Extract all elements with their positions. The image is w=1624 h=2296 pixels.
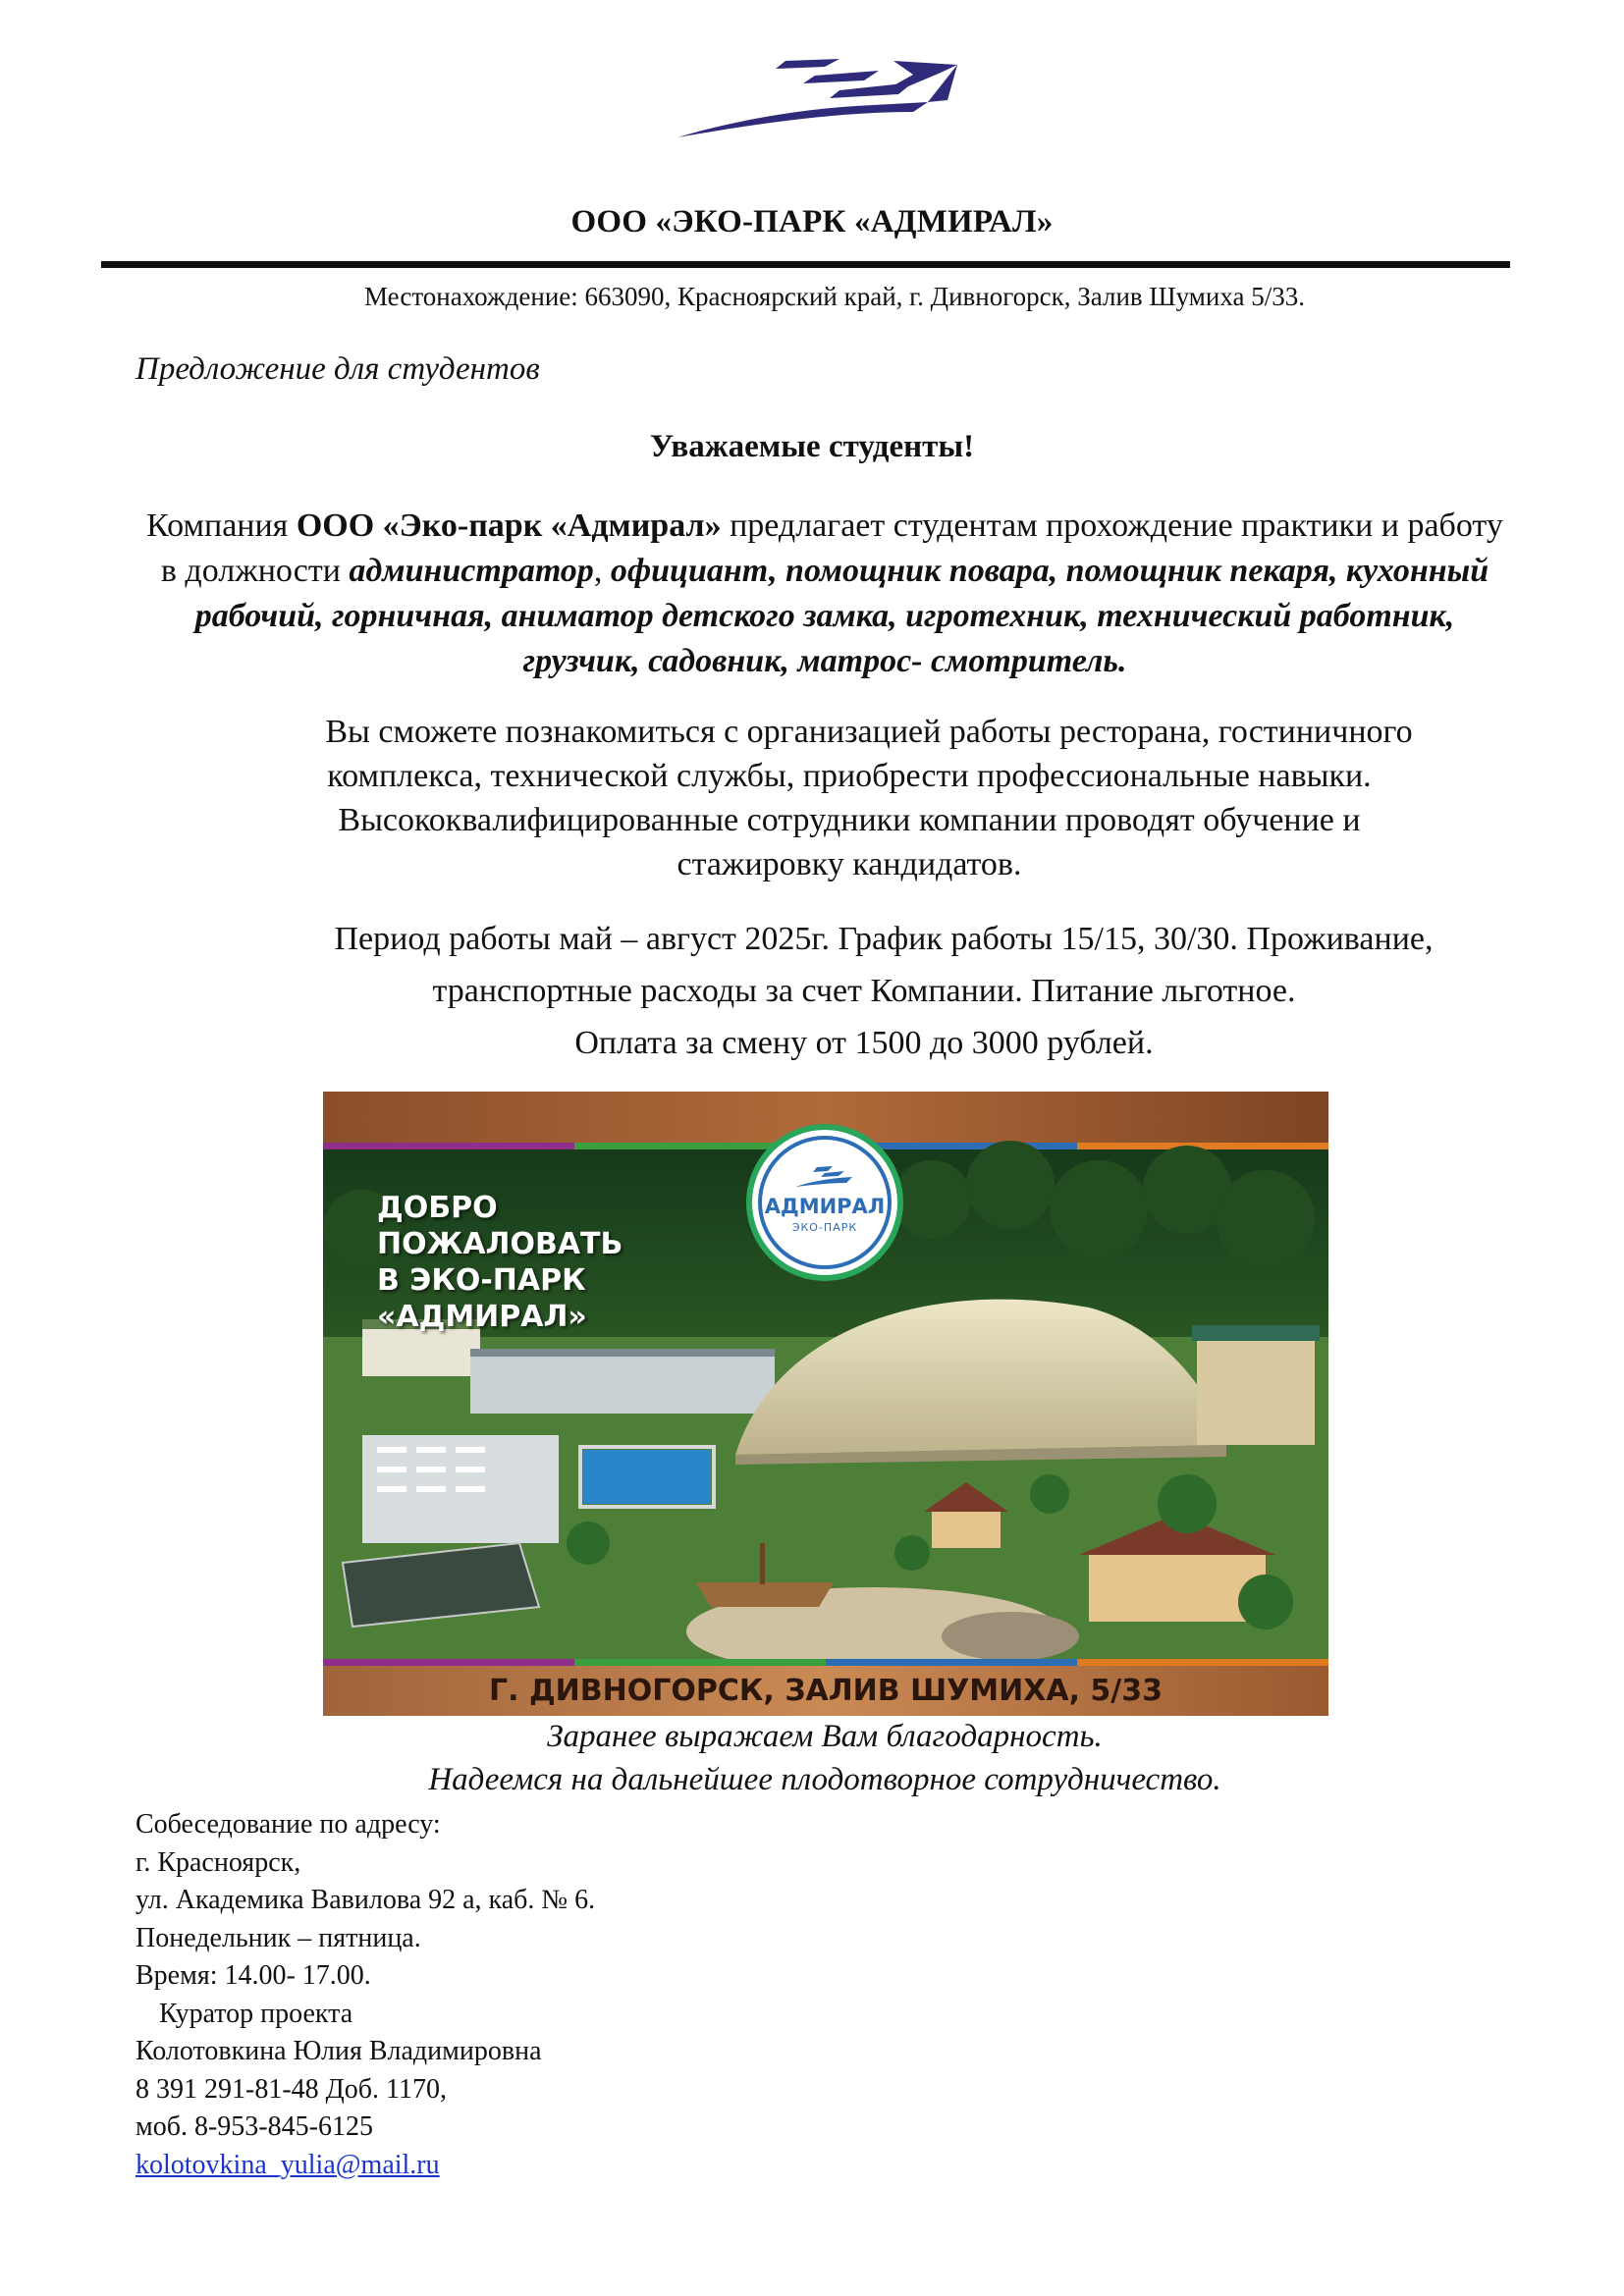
organization-title: ООО «ЭКО-ПАРК «АДМИРАЛ» [570,204,1054,240]
offer-label: Предложение для студентов [135,351,540,387]
vacancies-paragraph [137,504,1512,684]
curator-name: Колотовкина Юлия Владимировна [135,2036,542,2066]
interview-time: Время: 14.00- 17.00. [135,1960,371,1991]
interview-days: Понедельник – пятница. [135,1922,421,1953]
training-line-2: комплекса, технической службы, приобрести профессиональные навыки. [327,758,1372,794]
welcome-line-1: ДОБРО [377,1191,498,1225]
p1-middle: предлагает студентам прохождение практики и работу в должности [160,507,1503,589]
admiral-ship-logo-icon [677,51,962,144]
greeting: Уважаемые студенты! [649,429,975,464]
conditions-line-3: Оплата за смену от 1500 до 3000 рублей. [574,1025,1154,1061]
interview-street: ул. Академика Вавилова 92 а, каб. № 6. [135,1885,596,1915]
training-line-3: Высококвалифицированные сотрудники компании проводят обучение и [338,802,1361,838]
welcome-caption [377,1190,623,1335]
thanks-line-2: Надеемся на дальнейшее плодотворное сотрудничество. [428,1762,1221,1797]
training-line-1: Вы сможете познакомиться с организацией работы ресторана, гостиничного [325,714,1413,750]
eco-park-aerial-photo [323,1092,1328,1716]
p1-comma: , [593,553,611,589]
email-link[interactable]: kolotovkina_yulia@mail.ru [135,2149,440,2180]
welcome-line-3: В ЭКО-ПАРК [377,1263,586,1298]
role-administrator: администратор [349,553,594,589]
admiral-badge-logo [746,1124,903,1281]
welcome-line-2: ПОЖАЛОВАТЬ [377,1227,623,1261]
interview-label: Собеседование по адресу: [135,1809,441,1840]
conditions-paragraph [196,913,1532,1069]
park-address-banner: Г. ДИВНОГОРСК, ЗАЛИВ ШУМИХА, 5/33 [488,1674,1164,1708]
mobile-phone: моб. 8-953-845-6125 [135,2111,373,2142]
conditions-line-2: транспортные расходы за счет Компании. Питание льготное. [432,973,1296,1009]
conditions-line-1: Период работы май – август 2025г. График работы 15/15, 30/30. Проживание, [334,921,1434,957]
contact-block [135,1806,595,2184]
welcome-line-4: «АДМИРАЛ» [377,1300,587,1334]
interview-city: г. Красноярск, [135,1846,301,1878]
closing-thanks [0,1715,1624,1801]
training-line-4: стажировку кандидатов. [677,846,1022,882]
office-phone: 8 391 291-81-48 Доб. 1170, [135,2073,447,2105]
badge-subtitle: ЭКО-ПАРК [791,1221,858,1234]
company-name: ООО «Эко-парк «Адмирал» [296,507,722,544]
training-paragraph [211,710,1488,886]
role-list: официант, помощник повара, помощник пекаря, кухонный рабочий, горничная, аниматор детского замка, игротехник, технический работник, грузчик, садовник, матрос- смотритель. [194,553,1489,679]
badge-name: АДМИРАЛ [764,1195,886,1218]
curator-label: Куратор проекта [159,1998,353,2029]
header-divider [101,261,1510,268]
thanks-line-1: Заранее выражаем Вам благодарность. [547,1719,1103,1754]
p1-intro: Компания [146,507,297,544]
organization-location: Местонахождение: 663090, Красноярский край, г. Дивногорск, Залив Шумиха 5/33. [364,282,1305,311]
badge-ship-icon [793,1163,856,1191]
